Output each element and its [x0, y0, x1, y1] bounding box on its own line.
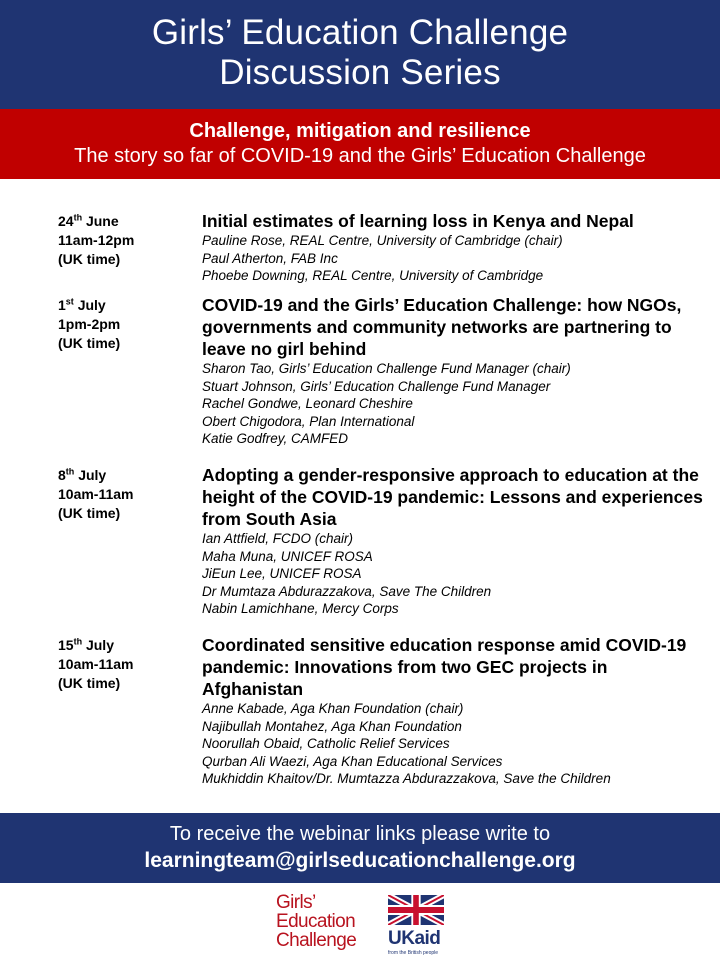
subheader-line1: Challenge, mitigation and resilience — [189, 120, 531, 142]
speaker: Obert Chigodora, Plan International — [202, 413, 415, 429]
footer-instruction: To receive the webinar links please write to — [169, 823, 551, 845]
event-date: 24th June — [58, 212, 119, 229]
speaker: Dr Mumtaza Abdurazzakova, Save The Children — [202, 583, 492, 599]
speaker: Najibullah Montahez, Aga Khan Foundation — [202, 718, 462, 734]
speaker: Rachel Gondwe, Leonard Cheshire — [202, 396, 413, 411]
event-list — [0, 210, 720, 804]
logo-strip — [0, 883, 720, 960]
event-timezone: (UK time) — [58, 251, 121, 267]
event-timezone: (UK time) — [58, 505, 121, 521]
ukaid-tagline: from the British people — [388, 950, 439, 956]
event-title: Initial estimates of learning loss in Kenya and Nepal — [202, 211, 634, 231]
event-time: 10am-11am — [58, 656, 134, 672]
event-timezone: (UK time) — [58, 335, 121, 351]
speaker: Pauline Rose, REAL Centre, University of Cambridge (chair) — [202, 233, 563, 248]
speaker: Mukhiddin Khaitov/Dr. Mumtazza Abdurazzakova, Save the Children — [202, 771, 611, 786]
event-title: COVID-19 and the Girls’ Education Challenge: how NGOs, governments and community networks are partnering to leave no girl behind — [202, 295, 682, 359]
speaker: Anne Kabade, Aga Khan Foundation (chair) — [202, 701, 464, 716]
event-when — [58, 212, 198, 269]
speaker: Nabin Lamichhane, Mercy Corps — [202, 601, 399, 616]
speaker: Phoebe Downing, REAL Centre, University of Cambridge — [202, 268, 544, 283]
ukaid-logo — [388, 895, 444, 957]
event-when — [58, 296, 198, 353]
event-body — [202, 210, 710, 285]
series-title-line1: Girls’ Education Challenge — [151, 13, 569, 52]
subheader-line2: The story so far of COVID-19 and the Girls’ Education Challenge — [74, 145, 646, 167]
event-2 — [0, 294, 720, 464]
speaker: Sharon Tao, Girls’ Education Challenge Fund Manager (chair) — [202, 361, 571, 376]
event-time: 10am-11am — [58, 486, 134, 502]
union-jack-icon — [388, 895, 444, 925]
event-date: 1st July — [58, 296, 106, 313]
header-banner — [0, 0, 720, 109]
event-when — [58, 636, 198, 693]
event-timezone: (UK time) — [58, 675, 121, 691]
footer-banner — [0, 813, 720, 883]
gec-logo: Girls’ Education Challenge — [276, 892, 357, 951]
event-title: Coordinated sensitive education response amid COVID-19 pandemic: Innovations from two GEC projects in Afghanistan — [202, 635, 687, 699]
event-when — [58, 466, 198, 523]
speaker: Katie Godfrey, CAMFED — [202, 431, 349, 446]
event-title: Adopting a gender-responsive approach to education at the height of the COVID-19 pandemic: Lessons and experiences from South Asia — [202, 465, 703, 529]
ukaid-wordmark: UKaid — [388, 928, 441, 949]
series-title-line2: Discussion Series — [219, 53, 501, 92]
event-body — [202, 294, 710, 448]
speaker: Qurban Ali Waezi, Aga Khan Educational Services — [202, 753, 503, 769]
event-1 — [0, 210, 720, 294]
contact-email[interactable]: learningteam@girlseducationchallenge.org — [144, 849, 576, 872]
event-3 — [0, 464, 720, 634]
speaker: Ian Attfield, FCDO (chair) — [202, 531, 354, 546]
subheader-banner — [0, 109, 720, 179]
event-4 — [0, 634, 720, 804]
event-body — [202, 634, 710, 788]
event-time: 11am-12pm — [58, 232, 135, 248]
speaker: Maha Muna, UNICEF ROSA — [202, 548, 373, 564]
speaker: Noorullah Obaid, Catholic Relief Services — [202, 736, 450, 751]
event-date: 15th July — [58, 636, 114, 653]
speaker: JiEun Lee, UNICEF ROSA — [202, 566, 362, 581]
event-body — [202, 464, 710, 618]
event-date: 8th July — [58, 466, 107, 483]
speaker: Paul Atherton, FAB Inc — [202, 250, 338, 266]
event-time: 1pm-2pm — [58, 316, 121, 332]
speaker: Stuart Johnson, Girls’ Education Challenge Fund Manager — [202, 378, 551, 394]
